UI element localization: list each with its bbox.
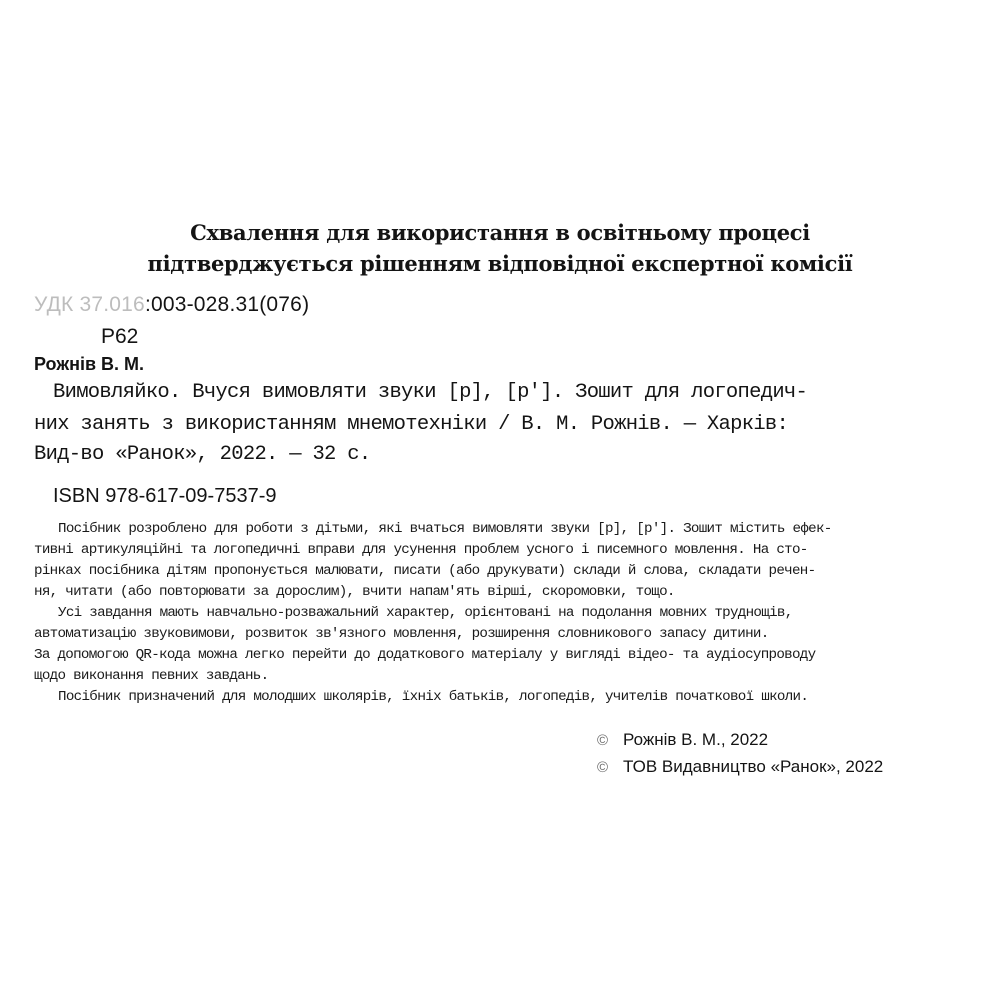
udc-label: УДК [34, 293, 74, 316]
abstract-line: ня, читати (або повторювати за дорослим), вчити напам'ять вірші, скоромовки, тощо. [34, 584, 675, 600]
abstract-line: Посібник призначений для молодших школярів, їхніх батьків, логопедів, учителів початкової школи. [58, 689, 809, 705]
copyright-icon: © [597, 759, 609, 776]
abstract-line: За допомогою QR-кода можна легко перейти до додаткового матеріалу у вигляді відео- та аудіосупроводу [34, 647, 816, 663]
abstract-line: тивні артикуляційні та логопедичні вправи для усунення проблем усного і писемного мовлення. На сто- [34, 542, 808, 558]
udc-number-faded: 37.016 [79, 293, 145, 316]
copyright-author-text: Рожнів В. М., 2022 [623, 730, 769, 749]
bibliographic-line-1: Вимовляйко. Вчуся вимовляти звуки [р], [р′]. Зошит для логопедич- [53, 381, 808, 404]
abstract-line: щодо виконання певних завдань. [34, 668, 269, 684]
bibliographic-line-3: Вид-во «Ранок», 2022. — 32 с. [34, 443, 371, 466]
approval-statement-line-2: підтверджується рішенням відповідної експертної комісії [147, 251, 853, 276]
copyright-publisher [597, 757, 883, 777]
approval-statement-line-1: Схвалення для використання в освітньому процесі [190, 220, 810, 245]
isbn: ISBN 978-617-09-7537-9 [53, 485, 277, 507]
author-mark: Р62 [101, 325, 139, 348]
abstract-line: автоматизацію звуковимови, розвиток зв'язного мовлення, розширення словникового запасу дитини. [34, 626, 769, 642]
copyright-author [597, 730, 768, 750]
abstract-line: Усі завдання мають навчально-розважальний характер, орієнтовані на подолання мовних труднощів, [58, 605, 793, 621]
author-name: Рожнів В. М. [34, 354, 145, 374]
abstract-line: Посібник розроблено для роботи з дітьми, які вчаться вимовляти звуки [р], [р′]. Зошит містить ефек- [58, 521, 832, 537]
abstract-line: рінках посібника дітям пропонується малювати, писати (або друкувати) склади й слова, складати речен- [34, 563, 816, 579]
udc-classification [34, 293, 309, 317]
bibliographic-line-2: них занять з використанням мнемотехніки / В. М. Рожнів. — Харків: [34, 413, 789, 436]
copyright-icon: © [597, 732, 609, 749]
copyright-publisher-text: ТОВ Видавництво «Ранок», 2022 [623, 757, 884, 776]
udc-number: :003-028.31(076) [144, 293, 310, 316]
